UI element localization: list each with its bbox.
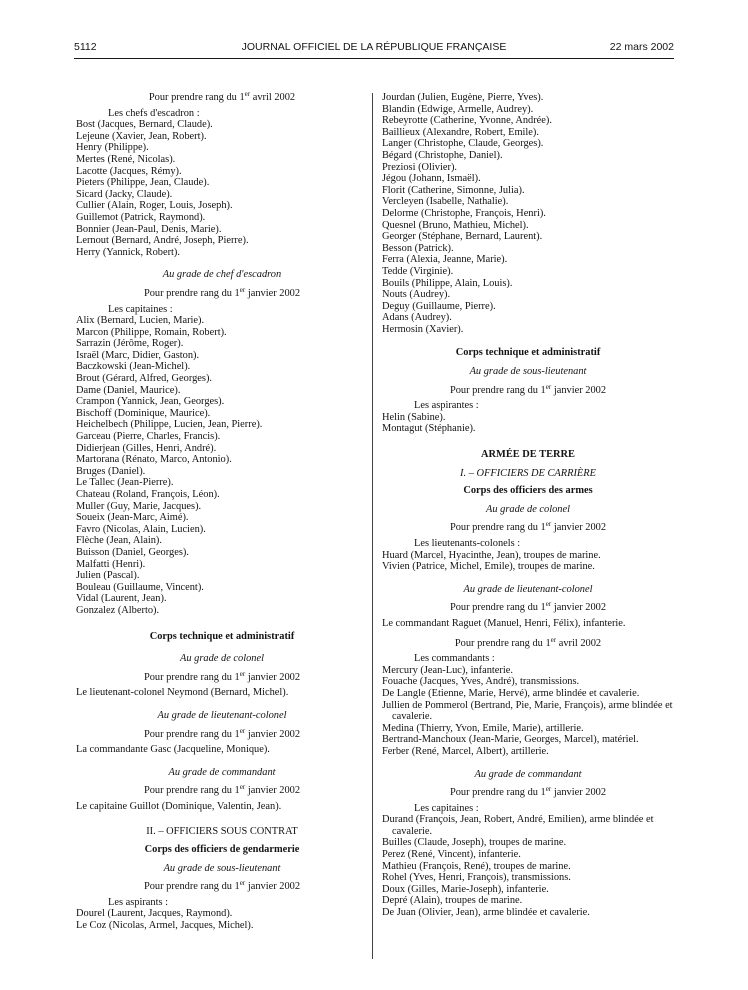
list-item: Quesnel (Bruno, Mathieu, Michel). [382,219,529,231]
category-label: Les capitaines : [108,303,173,315]
list-item: Marcon (Philippe, Romain, Robert). [76,326,227,338]
list-item: Lacotte (Jacques, Rémy). [76,165,182,177]
list-item: Gonzalez (Alberto). [76,604,160,616]
list-item: Le Tallec (Jean-Pierre). [76,477,174,489]
list-item: Baczkowski (Jean-Michel). [76,361,191,373]
category-label: Les aspirantes : [414,400,479,412]
category-label: Les chefs d'escadron : [108,107,200,119]
promotion-entry: La commandante Gasc (Jacqueline, Monique). [76,744,270,756]
list-item: Georger (Stéphane, Bernard, Laurent). [382,231,543,243]
list-item: Bruges (Daniel). [76,465,146,477]
list-item: Vercleyen (Isabelle, Nathalie). [382,196,509,208]
list-item: Bertrand-Manchoux (Jean-Marie, Georges, Marcel), matériel. [382,734,639,746]
list-item: Helin (Sabine). [382,411,446,423]
rang-line: Pour prendre rang du 1er janvier 2002 [143,879,301,893]
list-item: Sarrazin (Jérôme, Roger). [76,338,184,350]
list-item: Ferber (René, Marcel, Albert), artillerie. [382,745,549,757]
page-header [74,41,674,57]
list-item: Rebeyrotte (Catherine, Yvonne, Andrée). [382,115,552,127]
list-item: Bouleau (Guillaume, Vincent). [76,581,204,593]
grade-heading: Au grade de colonel [180,653,264,665]
promotion-entry: Le capitaine Guillot (Dominique, Valentin, Jean). [76,800,282,812]
list-item: Blandin (Edwige, Armelle, Audrey). [382,103,534,115]
rang-line: Pour prendre rang du 1er janvier 2002 [143,783,301,797]
list-item: Dourel (Laurent, Jacques, Raymond). [76,908,233,920]
name-list [382,92,674,335]
section-heading: II. – OFFICIERS SOUS CONTRAT [146,826,298,838]
list-item: Builles (Claude, Joseph), troupes de marine. [382,837,567,849]
list-item: Medina (Thierry, Yvon, Emile, Marie), artillerie. [382,722,584,734]
list-item: Adans (Audrey). [382,312,452,324]
list-item: Baillieux (Alexandre, Robert, Emile). [382,126,539,138]
corps-heading: Corps des officiers de gendarmerie [144,844,300,856]
list-item: Nouts (Audrey). [382,289,451,301]
list-item: Deguy (Guillaume, Pierre). [382,300,496,312]
grade-heading: Au grade de lieutenant-colonel [463,583,593,595]
rang-line: Pour prendre rang du 1er janvier 2002 [449,382,607,396]
list-item: Bouils (Philippe, Alain, Louis). [382,277,513,289]
list-item: Flèche (Jean, Alain). [76,535,162,547]
list-item: Garceau (Pierre, Charles, Francis). [76,431,221,443]
list-item: Montagut (Stéphanie). [382,423,476,435]
page-number: 5112 [74,41,97,53]
grade-heading: Au grade de sous-lieutenant [163,862,281,874]
rang-line: Pour prendre rang du 1er janvier 2002 [449,600,607,614]
list-item: Jégou (Johann, Ismaël). [382,173,481,185]
list-item: Herry (Yannick, Robert). [76,246,180,258]
rang-line: Pour prendre rang du 1er janvier 2002 [143,285,301,299]
corps-heading: Corps des officiers des armes [463,485,593,497]
list-item: Besson (Patrick). [382,242,454,254]
list-item: Favro (Nicolas, Alain, Lucien). [76,523,206,535]
list-item: Crampon (Yannick, Jean, Georges). [76,396,225,408]
rang-line: Pour prendre rang du 1er janvier 2002 [449,520,607,534]
list-item: Perez (René, Vincent), infanterie. [382,849,521,861]
list-item: Ferra (Alexia, Jeanne, Marie). [382,254,508,266]
header-rule [74,58,674,59]
issue-date: 22 mars 2002 [609,41,674,53]
name-list [382,814,674,918]
list-item: Mathieu (François, René), troupes de marine. [382,860,571,872]
list-item: Preziosi (Olivier). [382,161,458,173]
list-item: Martorana (Rénato, Marco, Antonio). [76,454,232,466]
list-item: Vivien (Patrice, Michel, Emile), troupes de marine. [382,561,595,573]
list-item: Guillemot (Patrick, Raymond). [76,211,206,223]
list-item: Alix (Bernard, Lucien, Marie). [76,315,205,327]
list-item: Mercury (Jean-Luc), infanterie. [382,664,513,676]
list-item: Israël (Marc, Didier, Gaston). [76,349,200,361]
list-item: Bonnier (Jean-Paul, Denis, Marie). [76,223,222,235]
grade-heading: Au grade de chef d'escadron [162,269,282,281]
grade-heading: Au grade de commandant [474,768,582,780]
list-item: Mertes (René, Nicolas). [76,153,176,165]
list-item: Doux (Gilles, Marie-Joseph), infanterie. [382,883,549,895]
list-item: Sicard (Jacky, Claude). [76,188,173,200]
list-item: Bégard (Christophe, Daniel). [382,149,503,161]
list-item: Delorme (Christophe, François, Henri). [382,207,546,219]
promotion-entry: Le commandant Raguet (Manuel, Henri, Félix), infanterie. [382,617,626,629]
list-item: Langer (Christophe, Claude, Georges). [382,138,544,150]
list-item: Rohel (Yves, Henri, François), transmissions. [382,872,571,884]
list-item: Lernout (Bernard, André, Joseph, Pierre). [76,235,249,247]
list-item: Malfatti (Henri). [76,558,146,570]
list-item: Buisson (Daniel, Georges). [76,546,189,558]
rang-line: Pour prendre rang du 1er janvier 2002 [143,669,301,683]
rang-line: Pour prendre rang du 1er avril 2002 [454,635,602,649]
left-column [76,92,368,932]
name-list [76,908,368,931]
list-item: Julien (Pascal). [76,570,140,582]
list-item: De Langle (Etienne, Marie, Hervé), arme blindée et cavalerie. [382,687,640,699]
list-item: Didierjean (Gilles, Henri, André). [76,442,217,454]
list-item: Fouache (Jacques, Yves, André), transmissions. [382,676,580,688]
category-label: Les lieutenants-colonels : [414,538,521,549]
list-item: Soueix (Jean-Marc, Aimé). [76,512,189,524]
grade-heading: Au grade de lieutenant-colonel [157,709,287,721]
list-item: Dame (Daniel, Maurice). [76,384,181,396]
list-item: Cullier (Alain, Roger, Louis, Joseph). [76,200,233,212]
rang-line: Pour prendre rang du 1er janvier 2002 [449,785,607,799]
list-item: Lejeune (Xavier, Jean, Robert). [76,130,207,142]
journal-title: JOURNAL OFFICIEL DE LA RÉPUBLIQUE FRANÇAISE [241,41,507,53]
grade-heading: Au grade de sous-lieutenant [469,366,587,378]
list-item: Durand (François, Jean, Robert, André, Emilien), arme blindée et cavalerie. [382,814,654,837]
right-column [382,92,674,919]
column-divider [372,93,373,959]
rang-line: Pour prendre rang du 1er janvier 2002 [143,726,301,740]
promotion-entry: Le lieutenant-colonel Neymond (Bernard, Michel). [76,687,289,699]
name-list [382,550,674,573]
list-item: De Juan (Olivier, Jean), arme blindée et cavalerie. [382,907,590,919]
list-item: Henry (Philippe). [76,142,149,154]
list-item: Tedde (Virginie). [382,265,454,277]
list-item: Bischoff (Dominique, Maurice). [76,407,211,419]
rang-line: Pour prendre rang du 1er avril 2002 [148,90,296,103]
name-list [76,315,368,616]
list-item: Vidal (Laurent, Jean). [76,593,167,605]
army-heading: ARMÉE DE TERRE [481,449,575,461]
list-item: Brout (Gérard, Alfred, Georges). [76,373,212,385]
category-label: Les commandants : [414,653,495,665]
list-item: Pieters (Philippe, Jean, Claude). [76,177,210,189]
corps-heading: Corps technique et administratif [455,347,601,359]
list-item: Jullien de Pommerol (Bertrand, Pie, Marie, François), arme blindée et cavalerie. [382,699,673,723]
list-item: Le Coz (Nicolas, Armel, Jacques, Michel). [76,920,254,932]
list-item: Florit (Catherine, Simonne, Julia). [382,184,525,196]
list-item: Huard (Marcel, Hyacinthe, Jean), troupes de marine. [382,549,601,561]
list-item: Hermosin (Xavier). [382,323,464,335]
list-item: Heichelbech (Philippe, Lucien, Jean, Pierre). [76,419,263,431]
category-label: Les capitaines : [414,802,479,814]
list-item: Depré (Alain), troupes de marine. [382,895,523,907]
name-list [382,665,674,758]
name-list [76,119,368,258]
corps-heading: Corps technique et administratif [149,630,295,642]
grade-heading: Au grade de commandant [168,766,276,778]
list-item: Chateau (Roland, François, Léon). [76,489,220,500]
grade-heading: Au grade de colonel [486,503,570,515]
list-item: Muller (Guy, Marie, Jacques). [76,500,202,512]
list-item: Jourdan (Julien, Eugène, Pierre, Yves). [382,92,544,103]
list-item: Bost (Jacques, Bernard, Claude). [76,119,213,131]
name-list [382,412,674,435]
category-label: Les aspirants : [108,896,169,908]
section-heading: I. – OFFICIERS DE CARRIÈRE [460,467,596,479]
